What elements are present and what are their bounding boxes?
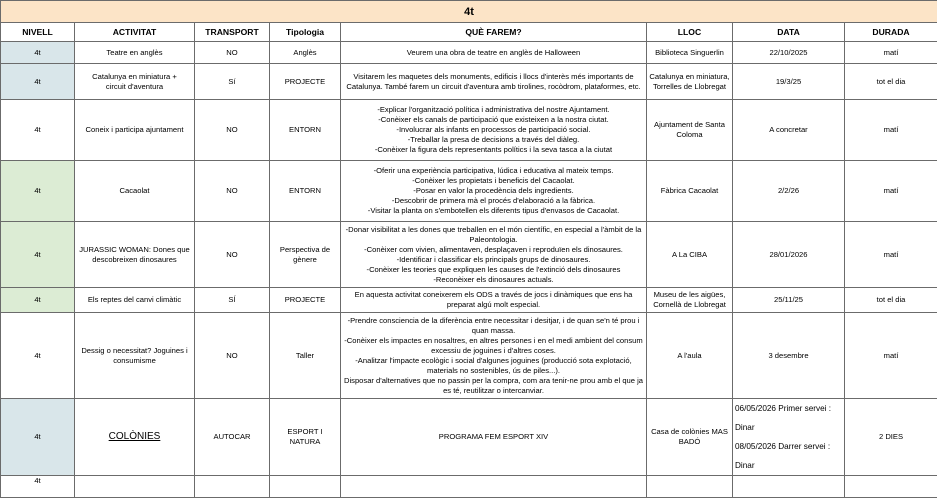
data-cell: 25/11/25 (733, 288, 845, 313)
durada-cell (845, 476, 937, 498)
nivell-cell: 4t (1, 222, 75, 288)
durada-cell: 2 DIES (845, 399, 937, 476)
lloc-cell (647, 476, 733, 498)
transport-cell: SÍ (195, 288, 270, 313)
header-activitat: ACTIVITAT (75, 23, 195, 42)
que-farem-cell: Veurem una obra de teatre en anglès de Halloween (341, 42, 647, 64)
header-transport: TRANSPORT (195, 23, 270, 42)
activitat-cell: Dessig o necessitat? Joguines i consumisme (75, 313, 195, 399)
lloc-cell: Fàbrica Cacaolat (647, 161, 733, 222)
nivell-cell: 4t (1, 161, 75, 222)
transport-cell (195, 476, 270, 498)
transport-cell: NO (195, 313, 270, 399)
activitat-cell: Els reptes del canvi climàtic (75, 288, 195, 313)
table-row (1, 313, 937, 399)
tipologia-cell: PROJECTE (270, 288, 341, 313)
table-row (1, 161, 937, 222)
lloc-cell: Casa de colònies MAS BADÓ (647, 399, 733, 476)
tipologia-cell: ENTORN (270, 161, 341, 222)
lloc-cell: Catalunya en miniatura, Torrelles de Llobregat (647, 64, 733, 100)
transport-cell: NO (195, 222, 270, 288)
header-data: DATA (733, 23, 845, 42)
lloc-cell: A La CIBA (647, 222, 733, 288)
data-cell (733, 399, 845, 476)
durada-cell: matí (845, 161, 937, 222)
data-cell: 19/3/25 (733, 64, 845, 100)
tipologia-cell: Taller (270, 313, 341, 399)
que-farem-cell: -Donar visibilitat a les dones que treballen en el món científic, en especial a l'àmbit de la Paleontologia. -Conèixer com vivien, alimentaven, desplaçaven i reproduïen els dinosaures. -Identificar i classificar els principals grups de dinosaures. -Conèixer les teories que expliquen les causes de l'extinció dels dinosaures -Reconèixer els dinosaures actuals. (341, 222, 647, 288)
tipologia-cell: ESPORT I NATURA (270, 399, 341, 476)
data-cell: 28/01/2026 (733, 222, 845, 288)
durada-cell: matí (845, 313, 937, 399)
activitat-cell (75, 476, 195, 498)
header-que-farem: QUÈ FAREM? (341, 23, 647, 42)
table-row (1, 476, 937, 498)
activitat-cell: COLÒNIES (75, 399, 195, 476)
data-cell: 3 desembre (733, 313, 845, 399)
title-row (1, 1, 937, 23)
table-row (1, 399, 937, 476)
data-cell: A concretar (733, 100, 845, 161)
tipologia-cell: ENTORN (270, 100, 341, 161)
nivell-cell: 4t (1, 399, 75, 476)
activitat-cell: Coneix i participa ajuntament (75, 100, 195, 161)
table-row (1, 100, 937, 161)
durada-cell: tot el dia (845, 64, 937, 100)
nivell-cell: 4t (1, 288, 75, 313)
table-row (1, 42, 937, 64)
table-row (1, 288, 937, 313)
nivell-cell: 4t (1, 313, 75, 399)
durada-cell: matí (845, 100, 937, 161)
nivell-cell: 4t (1, 100, 75, 161)
activitat-cell: JURASSIC WOMAN: Dones que descobreixen dinosaures (75, 222, 195, 288)
table-title: 4t (1, 1, 937, 23)
header-nivell: NIVELL (1, 23, 75, 42)
lloc-cell: A l'aula (647, 313, 733, 399)
nivell-cell: 4t (1, 42, 75, 64)
transport-cell: AUTOCAR (195, 399, 270, 476)
tipologia-cell: PROJECTE (270, 64, 341, 100)
data-line-1: 06/05/2026 Primer servei : Dinar (735, 399, 842, 437)
que-farem-cell: -Prendre consciencia de la diferència entre necessitar i desitjar, i de quan se'n té prou i quan massa. -Conèixer els impactes en nosaltres, en altres persones i en el medi ambient del consum excessiu de joguines i d'altres coses. -Analitzar l'impacte ecològic i social d'algunes joguines (producció sota explotació, materials no sostenibles, ús de piles...). Disposar d'alternatives que no passin per la compra, com ara tenir-ne prou amb el que ja es té, reutilitzar o intercanviar. (341, 313, 647, 399)
activitat-cell: Teatre en anglès (75, 42, 195, 64)
tipologia-cell (270, 476, 341, 498)
que-farem-cell: -Oferir una experiència participativa, lúdica i educativa al mateix temps. -Conèixer les propietats i beneficis del Cacaolat. -Posar en valor la procedència dels ingredients. -Descobrir de primera mà el procés d'elaboració a la fàbrica. -Visitar la planta on s'embotellen els diferents tipus d'envasos de Cacaolat. (341, 161, 647, 222)
que-farem-cell: PROGRAMA FEM ESPORT XIV (341, 399, 647, 476)
que-farem-cell: -Explicar l'organització política i administrativa del nostre Ajuntament. -Conèixer els canals de participació que existeixen a la nostra ciutat. -Involucrar als infants en processos de participació social. -Treballar la presa de decisions a través del diàleg. -Conèixer la figura dels representants polítics i la seva tasca a la ciutat (341, 100, 647, 161)
lloc-cell: Ajuntament de Santa Coloma (647, 100, 733, 161)
tipologia-cell: Anglès (270, 42, 341, 64)
data-line-2: 08/05/2026 Darrer servei : Dinar (735, 437, 842, 475)
durada-cell: tot el dia (845, 288, 937, 313)
activitat-cell: Catalunya en miniatura + circuit d'aventura (75, 64, 195, 100)
data-cell: 22/10/2025 (733, 42, 845, 64)
nivell-cell: 4t (1, 64, 75, 100)
lloc-cell: Museu de les aigües, Cornellà de Llobregat (647, 288, 733, 313)
transport-cell: Sí (195, 64, 270, 100)
data-cell (733, 476, 845, 498)
table-row (1, 222, 937, 288)
transport-cell: NO (195, 100, 270, 161)
header-durada: DURADA (845, 23, 937, 42)
transport-cell: NO (195, 42, 270, 64)
header-tipologia: Tipologia (270, 23, 341, 42)
transport-cell: NO (195, 161, 270, 222)
que-farem-cell (341, 476, 647, 498)
header-row (1, 23, 937, 42)
activitat-cell: Cacaolat (75, 161, 195, 222)
table-row (1, 64, 937, 100)
que-farem-cell: Visitarem les maquetes dels monuments, edificis i llocs d'interès més importants de Catalunya. També farem un circuit d'aventura amb tirolines, rocòdrom, plataformes, etc. (341, 64, 647, 100)
header-lloc: LLOC (647, 23, 733, 42)
durada-cell: matí (845, 222, 937, 288)
tipologia-cell: Perspectiva de gènere (270, 222, 341, 288)
durada-cell: matí (845, 42, 937, 64)
lloc-cell: Biblioteca Singuerlin (647, 42, 733, 64)
data-cell: 2/2/26 (733, 161, 845, 222)
que-farem-cell: En aquesta activitat coneixerem els ODS a través de jocs i dinàmiques que ens ha preparat algú molt especial. (341, 288, 647, 313)
nivell-cell: 4t (1, 476, 75, 498)
